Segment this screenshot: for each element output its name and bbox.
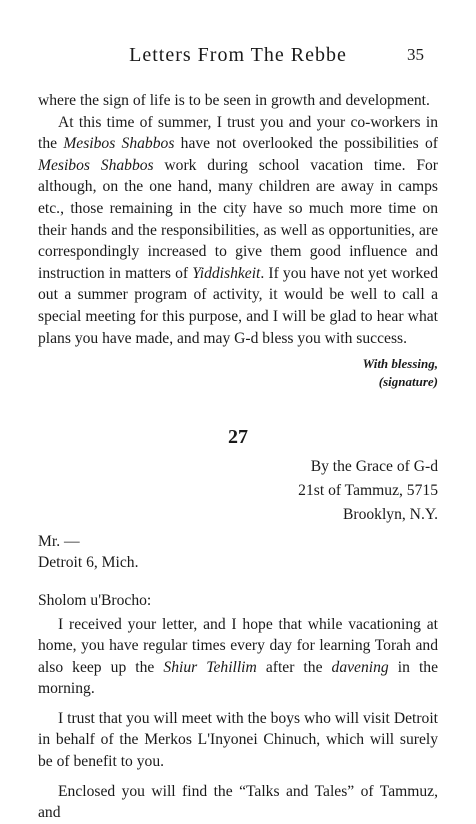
closing-blessing: With blessing,	[362, 356, 438, 372]
text-segment: At this time of summer, I trust you and your co-workers in the	[38, 113, 438, 153]
page-body	[38, 90, 438, 824]
running-head-title: Letters From The Rebbe	[129, 44, 347, 66]
letter-number: 27	[228, 426, 248, 449]
text-segment: . If you have not yet worked out a summer program of activity, it would be well to call a special meeting for this purpose, and I will be glad to hear what plans you have made, and may G-d bless you with success.	[38, 264, 439, 347]
text-segment: in the morning.	[38, 658, 438, 698]
summer-paragraph	[38, 112, 438, 350]
addressee-name: Mr. —	[38, 532, 80, 550]
addressee	[38, 531, 438, 574]
letter-paragraph	[38, 614, 438, 700]
letter-paragraph: Enclosed you will find the “Talks and Tales” of Tammuz, and	[38, 782, 438, 822]
italic-term: Mesibos Shabbos	[63, 135, 175, 153]
addressee-city: Detroit 6, Mich.	[38, 554, 139, 572]
letter-paragraph: I trust that you will meet with the boys who will visit Detroit in behalf of the Merkos L'Inyonei Chinuch, which will surely be of benefit to you.	[38, 709, 438, 771]
italic-term: Yiddishkeit	[192, 264, 261, 282]
dateline-line: By the Grace of G-d	[310, 457, 438, 475]
italic-term: Mesibos Shabbos	[38, 156, 154, 174]
closing-signature: (signature)	[378, 374, 438, 390]
dateline-line: 21st of Tammuz, 5715	[298, 481, 438, 499]
text-segment: I received your letter, and I hope that while vacationing at home, you have regular times every day for learning Torah and also keep up the	[38, 615, 438, 676]
continuation-line: where the sign of life is to be seen in growth and development.	[38, 92, 430, 109]
italic-term: davening	[331, 658, 389, 676]
text-segment: after the	[256, 658, 332, 676]
italic-term: Shiur Tehillim	[163, 658, 257, 676]
dateline	[38, 455, 438, 527]
running-head	[0, 44, 476, 74]
dateline-line: Brooklyn, N.Y.	[342, 505, 438, 523]
text-segment: work during school vacation time. For although, on the one hand, many children are away in camps etc., those remaining in the city have so much more time on their hands and the responsibilities, as well as opportunities, are correspondingly increased to give them good influence and instruction in matters of	[38, 156, 438, 282]
closing-block	[38, 355, 438, 391]
page-number: 35	[407, 45, 424, 64]
text-segment: have not overlooked the possibilities of	[174, 135, 438, 153]
salutation: Sholom u'Brocho:	[38, 591, 152, 609]
